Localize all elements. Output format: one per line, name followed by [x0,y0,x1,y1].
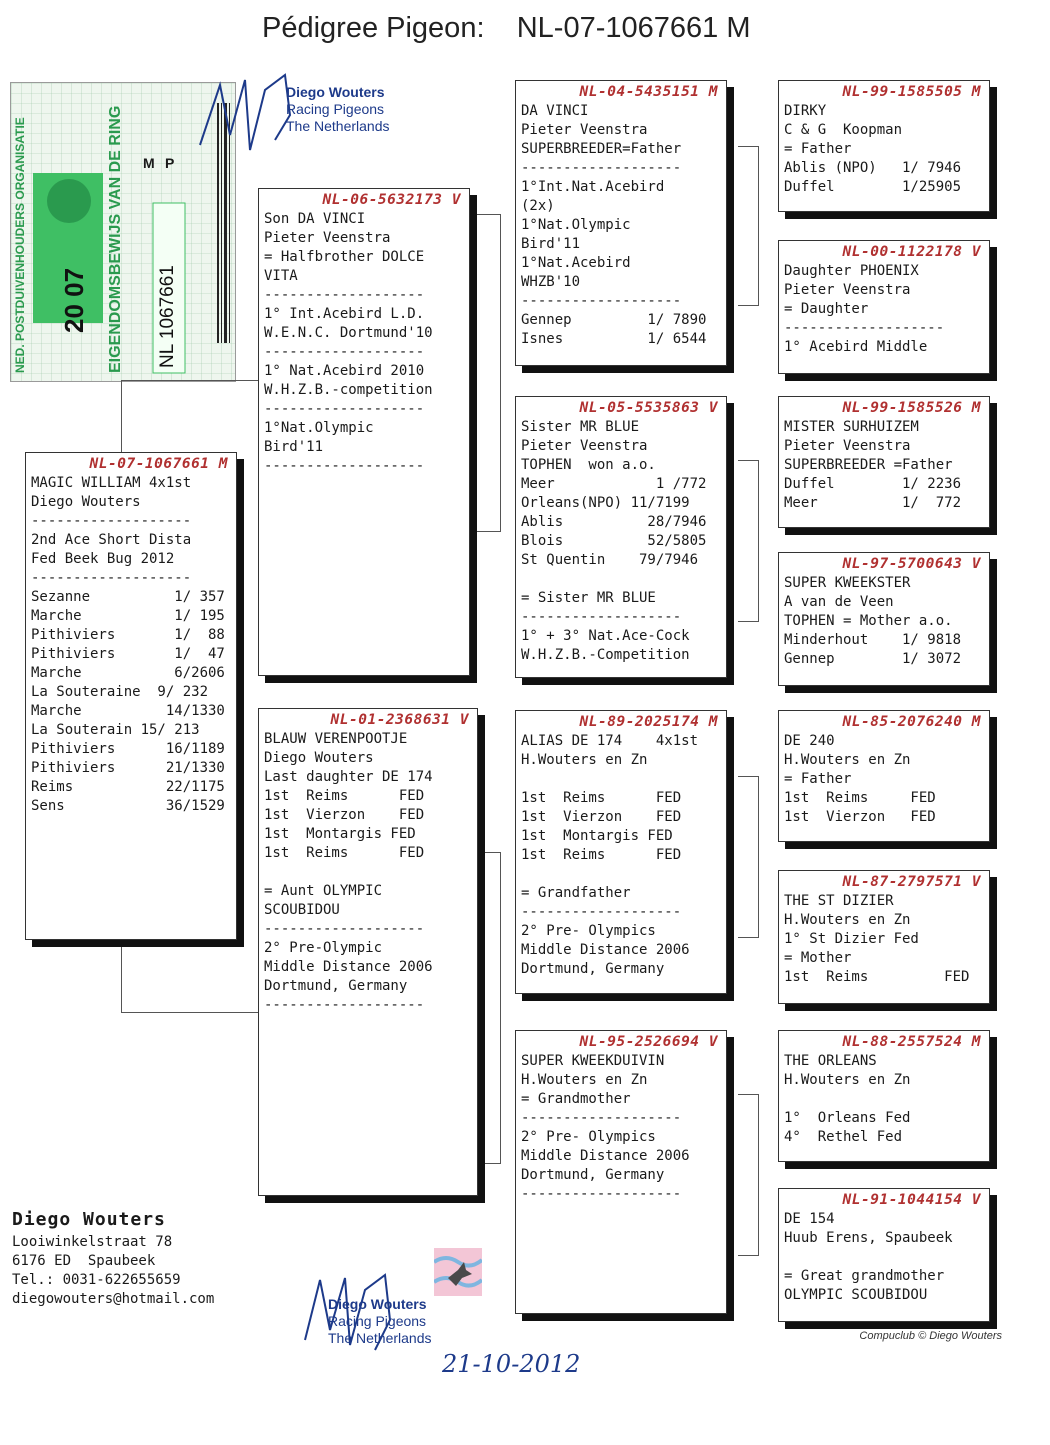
pedigree-line: 1st Reims FED [784,790,936,806]
pedigree-line: Bird'11 [521,236,581,252]
gm-maternal-lines [521,1052,722,1204]
connector-gmpat-branch [738,460,759,622]
owner-name: Diego Wouters [12,1209,166,1230]
pedigree-line: 1st Montargis FED [264,826,416,842]
owner-email: diegowouters@hotmail.com [12,1291,215,1307]
pedigree-line: WHZB'10 [521,274,581,290]
gf-paternal-ring: NL-04-5435151 M [579,84,718,100]
ggp-6-ring: NL-87-2797571 V [842,874,981,890]
pedigree-line: Minderhout 1/ 9818 [784,632,962,648]
card-doc-text: EIGENDOMSBEWIJS VAN DE RING [107,105,124,373]
pedigree-line: = Grandfather [521,885,631,901]
subject-lines [31,474,232,816]
pedigree-line: ------------------- [264,344,425,360]
pedigree-line: SUPER KWEEKSTER [784,575,911,591]
pedigree-line: A van de Veen [784,594,894,610]
pedigree-line [521,570,722,589]
pedigree-line: W.E.N.C. Dortmund'10 [264,325,433,341]
pedigree-line: Daughter PHOENIX [784,263,919,279]
connector-gmmat-branch [738,1094,759,1256]
ggp-1-ring: NL-99-1585505 M [842,84,981,100]
pigeon-card-ggp-5 [778,710,990,842]
pedigree-line: 1° Int.Acebird L.D. [264,306,425,322]
pedigree-line: Huub Erens, Spaubeek [784,1230,953,1246]
footer-credit: Compuclub © Diego Wouters [859,1330,1002,1342]
pedigree-line: Duffel 1/ 2236 [784,476,962,492]
pedigree-line: H.Wouters en Zn [784,912,911,928]
pedigree-line: 1st Reims FED [521,790,682,806]
pedigree-line: = Grandmother [521,1091,631,1107]
card-org-text: NED. POSTDUIVENHOUDERS ORGANISATIE [13,117,27,373]
pigeon-card-ggp-2 [778,240,990,374]
ggp-4-ring: NL-97-5700643 V [842,556,981,572]
pedigree-line: 1°Int.Nat.Acebird [521,179,665,195]
owner-street: Looiwinkelstraat 78 [12,1234,173,1250]
pedigree-line: Pieter Veenstra [521,122,648,138]
pedigree-line [784,1090,985,1109]
pedigree-line: Last daughter DE 174 [264,769,433,785]
gm-paternal-lines [521,418,722,665]
pedigree-line: Pieter Veenstra [784,438,911,454]
pedigree-line: 1st Vierzon FED [264,807,425,823]
pedigree-line: St Quentin 79/7946 [521,552,699,568]
ggp-7-lines [784,1052,985,1147]
pedigree-line: 1° Acebird Middle [784,339,928,355]
pedigree-line: SUPERBREEDER =Father [784,457,953,473]
pedigree-line: H.Wouters en Zn [784,1072,911,1088]
ggp-6-lines [784,892,985,987]
pigeon-card-ggp-6 [778,870,990,1004]
pigeon-card-gf-maternal [515,710,727,994]
pedigree-line: ------------------- [784,320,945,336]
pedigree-line: 1st Vierzon FED [521,809,682,825]
pigeon-card-ggp-3 [778,396,990,528]
pedigree-line: Pithiviers 1/ 47 [31,646,225,662]
pedigree-line: Fed Beek Bug 2012 [31,551,175,567]
pedigree-line: Diego Wouters [264,750,374,766]
owner-city: 6176 ED Spaubeek [12,1253,156,1269]
pedigree-line: 1st Reims FED [784,969,970,985]
pedigree-line: Diego Wouters [31,494,141,510]
pedigree-line: DIRKY [784,103,827,119]
pedigree-line: W.H.Z.B.-competition [264,382,433,398]
connector-gfpat-branch [738,146,759,306]
pedigree-line: Middle Distance 2006 [521,942,690,958]
stamp-top-line-3: The Netherlands [286,118,390,134]
signature-date: 21-10-2012 [442,1350,581,1378]
pedigree-line: Marche 6/2606 [31,665,225,681]
pedigree-line: 1st Montargis FED [521,828,673,844]
pedigree-line [784,1248,985,1267]
pedigree-line: ------------------- [264,287,425,303]
pedigree-line: = Great grandmother [784,1268,945,1284]
pedigree-line: Isnes 1/ 6544 [521,331,707,347]
pedigree-line: 1° St Dizier Fed [784,931,919,947]
ggp-8-lines [784,1210,985,1305]
pedigree-line: La Souterain 15/ 213 [31,722,200,738]
pedigree-line: Reims 22/1175 [31,779,225,795]
pigeon-card-gf-paternal [515,80,727,366]
card-mark-p: P [165,155,175,171]
pedigree-line: Sens 36/1529 [31,798,225,814]
father-ring: NL-06-5632173 V [322,192,461,208]
pedigree-line: La Souteraine 9/ 232 [31,684,209,700]
pedigree-line: ALIAS DE 174 4x1st [521,733,699,749]
pedigree-line: H.Wouters en Zn [784,752,911,768]
pedigree-line: C & G Koopman [784,122,903,138]
pedigree-line: Gennep 1/ 3072 [784,651,962,667]
pedigree-line: ------------------- [521,160,682,176]
pedigree-line: TOPHEN = Mother a.o. [784,613,953,629]
pedigree-line: Dortmund, Germany [521,1167,665,1183]
pedigree-line: W.H.Z.B.-Competition [521,647,690,663]
subject-ring: NL-07-1067661 M [89,456,228,472]
pedigree-line: H.Wouters en Zn [521,752,648,768]
stamp-bottom-line-2: Racing Pigeons [328,1313,427,1329]
mother-ring: NL-01-2368631 V [330,712,469,728]
ggp-1-lines [784,102,985,197]
pedigree-line: Dortmund, Germany [521,961,665,977]
owner-address [12,1210,214,1309]
pedigree-line: Pithiviers 16/1189 [31,741,225,757]
pigeon-card-ggp-7 [778,1030,990,1162]
pedigree-line: 1° Orleans Fed [784,1110,911,1126]
pedigree-line: THE ORLEANS [784,1053,877,1069]
pedigree-line: Marche 14/1330 [31,703,225,719]
pedigree-line: Pithiviers 21/1330 [31,760,225,776]
pedigree-line: (2x) [521,198,555,214]
connector-to-mother [121,1012,259,1013]
pedigree-line: 1st Reims FED [264,845,425,861]
stamp-top-line-1: Diego Wouters [286,84,385,100]
pedigree-line: = Halfbrother DOLCE [264,249,425,265]
ggp-8-ring: NL-91-1044154 V [842,1192,981,1208]
gf-maternal-ring: NL-89-2025174 M [579,714,718,730]
pigeon-logo-icon [434,1248,482,1296]
pedigree-line: 1°Nat.Olympic [521,217,631,233]
pedigree-line: 1st Reims FED [521,847,682,863]
pedigree-line: Blois 52/5805 [521,533,707,549]
pedigree-line: 1° + 3° Nat.Ace-Cock [521,628,690,644]
pedigree-line: 1st Reims FED [264,788,425,804]
pedigree-line: MISTER SURHUIZEM [784,419,919,435]
pedigree-line: 2° Pre- Olympics [521,1129,656,1145]
ggp-2-ring: NL-00-1122178 V [842,244,981,260]
card-mark-m: M [143,155,155,171]
pigeon-card-father [258,188,470,676]
pigeon-card-ggp-4 [778,552,990,686]
pedigree-line: VITA [264,268,298,284]
pedigree-line [521,865,722,884]
pedigree-line [264,863,473,882]
pedigree-line: = Father [784,771,852,787]
pigeon-card-ggp-1 [778,80,990,212]
pedigree-line: Pieter Veenstra [521,438,648,454]
ggp-3-ring: NL-99-1585526 M [842,400,981,416]
pedigree-line: ------------------- [521,1186,682,1202]
card-year: 20 07 [59,267,89,333]
father-lines [264,210,465,476]
ggp-2-lines [784,262,985,357]
stamp-bottom [328,1296,432,1347]
pedigree-line: 2° Pre- Olympics [521,923,656,939]
pedigree-line: Middle Distance 2006 [521,1148,690,1164]
pedigree-line: 4° Rethel Fed [784,1129,903,1145]
pedigree-line: ------------------- [521,1110,682,1126]
pedigree-line: Sister MR BLUE [521,419,640,435]
owner-phone: Tel.: 0031-622655659 [12,1272,181,1288]
pedigree-line: Ablis (NPO) 1/ 7946 [784,160,962,176]
pedigree-line: MAGIC WILLIAM 4x1st [31,475,192,491]
pedigree-line: Meer 1/ 772 [784,495,962,511]
pedigree-line: ------------------- [31,570,192,586]
pigeon-card-gm-maternal [515,1030,727,1314]
pedigree-line: SCOUBIDOU [264,902,340,918]
pedigree-line: SUPERBREEDER=Father [521,141,682,157]
mother-lines [264,730,473,1015]
ggp-5-lines [784,732,985,827]
pigeon-card-mother [258,708,478,1196]
pedigree-line: OLYMPIC SCOUBIDOU [784,1287,928,1303]
pedigree-line: 1°Nat.Olympic [264,420,374,436]
pedigree-line: 1°Nat.Acebird [521,255,631,271]
pedigree-line: ------------------- [521,609,682,625]
pedigree-line: = Mother [784,950,852,966]
pedigree-line: DA VINCI [521,103,589,119]
pedigree-line: Pieter Veenstra [264,230,391,246]
connector-gfmat-branch [738,776,759,938]
stamp-bottom-line-1: Diego Wouters [328,1296,427,1312]
pedigree-line: Gennep 1/ 7890 [521,312,707,328]
pedigree-line: SUPER KWEEKDUIVIN [521,1053,665,1069]
ggp-3-lines [784,418,985,513]
connector-mother-branch [478,852,501,1164]
ggp-4-lines [784,574,985,669]
ggp-5-ring: NL-85-2076240 M [842,714,981,730]
pedigree-line: BLAUW VERENPOOTJE [264,731,408,747]
pedigree-line: Pieter Veenstra [784,282,911,298]
pigeon-card-gm-paternal [515,396,727,678]
pedigree-line: DE 240 [784,733,835,749]
pedigree-line: = Father [784,141,852,157]
pedigree-line: = Aunt OLYMPIC [264,883,383,899]
pedigree-line: ------------------- [521,293,682,309]
pedigree-line: Sezanne 1/ 357 [31,589,225,605]
pedigree-line: Pithiviers 1/ 88 [31,627,225,643]
pigeon-card-subject [25,452,237,940]
pedigree-line: Son DA VINCI [264,211,366,227]
pedigree-line: ------------------- [31,513,192,529]
gf-paternal-lines [521,102,722,349]
pedigree-line: Dortmund, Germany [264,978,408,994]
pedigree-line: 1st Vierzon FED [784,809,936,825]
pedigree-line: ------------------- [521,904,682,920]
pedigree-line: Marche 1/ 195 [31,608,225,624]
stamp-bottom-line-3: The Netherlands [328,1330,432,1346]
pedigree-line: ------------------- [264,458,425,474]
pedigree-line: Middle Distance 2006 [264,959,433,975]
pedigree-line: DE 154 [784,1211,835,1227]
stamp-top-line-2: Racing Pigeons [286,101,385,117]
pedigree-line: 2nd Ace Short Dista [31,532,192,548]
connector-to-father [121,380,259,381]
pedigree-line: = Sister MR BLUE [521,590,656,606]
stamp-top [286,84,390,135]
pedigree-line: 2° Pre-Olympic [264,940,383,956]
pedigree-line: H.Wouters en Zn [521,1072,648,1088]
pedigree-line: Duffel 1/25905 [784,179,962,195]
pigeon-card-ggp-8 [778,1188,990,1322]
pedigree-line: THE ST DIZIER [784,893,894,909]
pedigree-line: TOPHEN won a.o. [521,457,656,473]
gm-paternal-ring: NL-05-5535863 V [579,400,718,416]
pedigree-line: Meer 1 /772 [521,476,707,492]
page-title: Pédigree Pigeon: NL-07-1067661 M [262,12,751,44]
pedigree-line: ------------------- [264,997,425,1013]
pedigree-line: = Daughter [784,301,869,317]
gm-maternal-ring: NL-95-2526694 V [579,1034,718,1050]
pedigree-line: ------------------- [264,921,425,937]
pedigree-line: 1° Nat.Acebird 2010 [264,363,425,379]
pedigree-line: ------------------- [264,401,425,417]
gf-maternal-lines [521,732,722,979]
ggp-7-ring: NL-88-2557524 M [842,1034,981,1050]
pedigree-line: Orleans(NPO) 11/7199 [521,495,690,511]
pedigree-line: Bird'11 [264,439,324,455]
pedigree-line [521,770,722,789]
pedigree-line: Ablis 28/7946 [521,514,707,530]
card-ring-number: NL 1067661 [157,265,178,368]
connector-father-branch [470,214,501,532]
